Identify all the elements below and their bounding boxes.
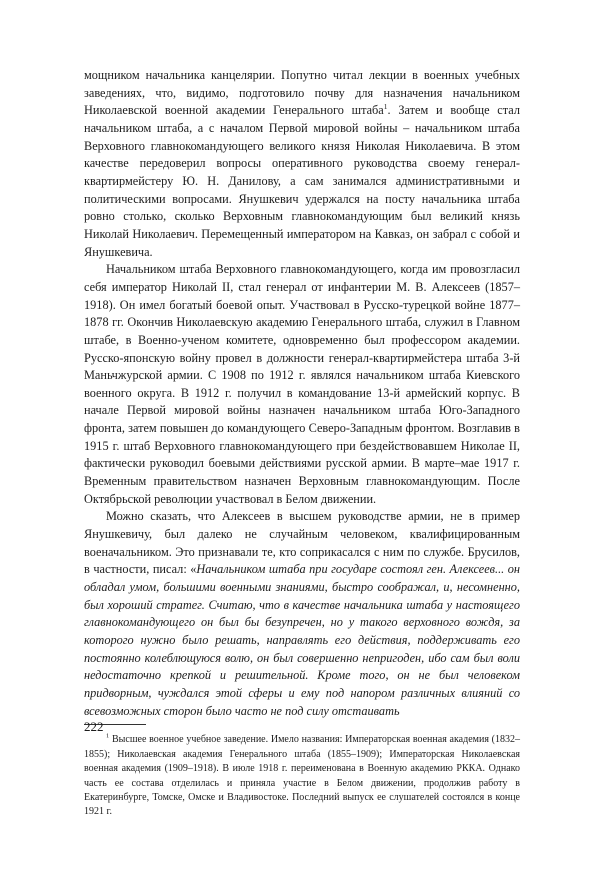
footnote	[84, 733, 520, 819]
page-body	[84, 67, 520, 820]
paragraph-3-text: Можно сказать, что Алексеев в высшем руководстве армии, не в пример Янушкевичу, был далеко не случайным человеком, квалифицированным военачальником. Это признавали те, кто соприкасался с ним по службе. Брусилов, в частности, писал: «	[84, 509, 520, 577]
paragraph-1-text-end: . Затем и вообще стал начальником штаба, а с началом Первой мировой войны – начальником штаба Верховного главнокомандующего великого князя Николая Николаевича. В этом качестве передоверил вопросы оперативного руководства своему генерал-квартирмейстеру Ю. Н. Данилову, а сам занимался административными и политическими вопросами. Янушкевич удержался на посту начальника штаба ровно столько, сколько Верховным главнокомандующим был великий князь Николай Николаевич. Перемещенный императором на Кавказ, он забрал с собой и Янушкевича.	[84, 103, 520, 259]
brusilov-quote: Начальником штаба при государе состоял ген. Алексеев... он обладал умом, большими военными знаниями, быстро соображал, и, несомненно, был хороший стратег. Считаю, что в качестве начальника штаба у настоящего главнокомандующего он был бы безупречен, но у такого верховного вождя, за которого нужно было решать, направлять его действия, поддерживать его постоянно колеблющуюся волю, он был совершенно непригоден, ибо сам был воли недостаточно крепкой и решительной. Кроме того, он не был человеком придворным, чуждался этой сферы и ему под напором различных влияний со всевозможных сторон было часто не под силу отстаивать	[84, 562, 521, 718]
paragraph-3	[84, 508, 520, 720]
page-number: 222	[84, 719, 104, 734]
footnote-reference: 1	[383, 102, 388, 112]
paragraph-1-text-start: мощником начальника канцелярии. Попутно читал лекции в военных учебных заведениях, что, видимо, подготовило почву для назначения начальником Николаевской военной академии Генерального штаба	[84, 68, 520, 118]
footnote-mark: 1	[106, 732, 110, 740]
paragraph-1	[84, 67, 520, 261]
footnote-text: Высшее военное учебное заведение. Имело названия: Императорская военная академия (1832–1855); Николаевская академия Генерального штаба (1855–1909); Императорская Николаевская военная академия (1909–1918). В июле 1918 г. переименована в Военную академию РККА. Однако часть ее состава отделилась и приняла участие в Белом движении, продолжив работу в Екатеринбурге, Томске, Омске и Владивостоке. Последний выпуск ее слушателей состоялся в конце 1921 г.	[84, 734, 520, 818]
paragraph-2: Начальником штаба Верховного главнокомандующего, когда им провозгласил себя император Николай II, стал генерал от инфантерии М. В. Алексеев (1857–1918). Он имел богатый боевой опыт. Участвовал в Русско-турецкой войне 1877–1878 гг. Окончив Николаевскую академию Генерального штаба, служил в Главном штабе, в Военно-ученом комитете, одновременно был профессором академии. Русско-японскую войну провел в должности генерал-квартирмейстера штаба 3-й Маньчжурской армии. С 1908 по 1912 г. являлся начальником штаба Киевского военного округа. В 1912 г. получил в командование 13-й армейский корпус. В начале Первой мировой войны назначен начальником штаба Юго-Западного фронта, затем повышен до командующего Северо-Западным фронтом. Возглавив в 1915 г. штаб Верховного главнокомандующего при бездействовавшем Николае II, фактически руководил боевыми действиями русской армии. В марте–мае 1917 г. Временным правительством назначен Верховным главнокомандующим. После Октябрьской революции участвовал в Белом движении.	[84, 262, 520, 506]
